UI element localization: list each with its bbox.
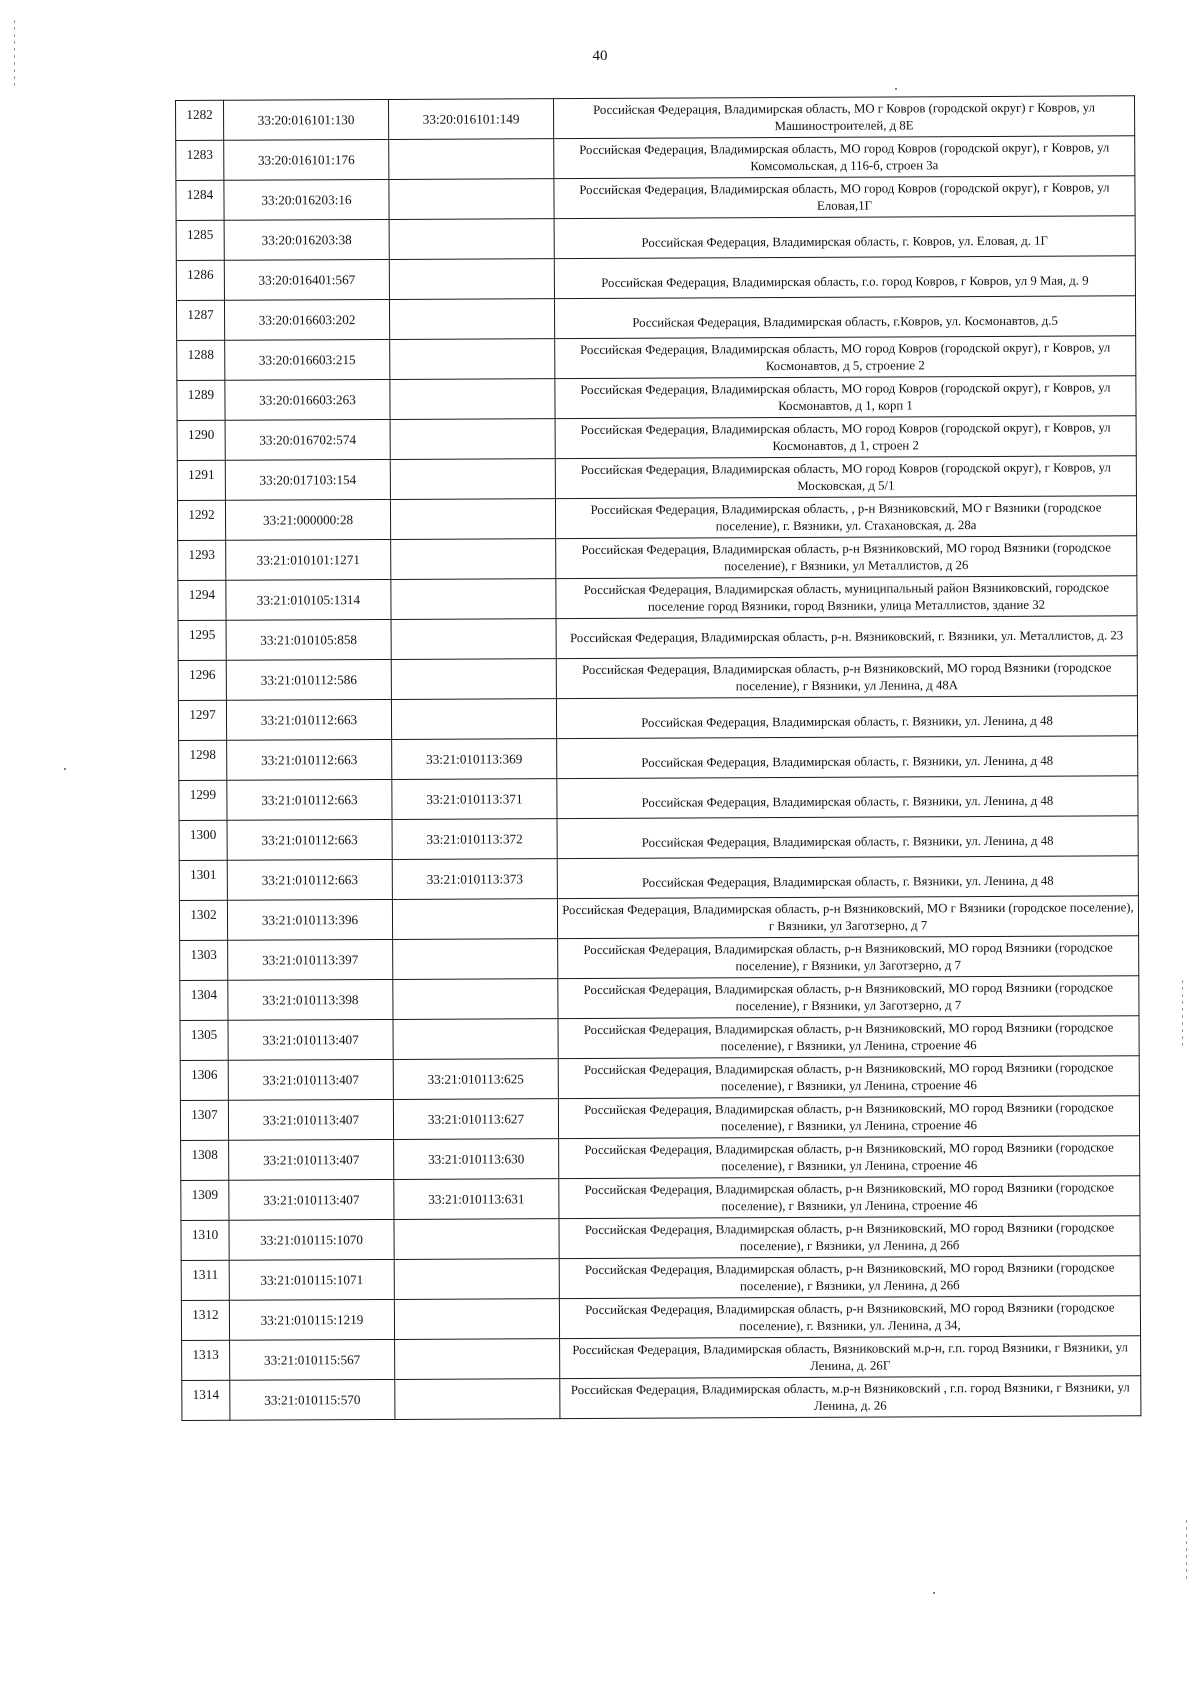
address-cell: Российская Федерация, Владимирская область, МО город Ковров (городской округ), г Ковров, ул Космонавтов, д 1, строен 2 <box>555 416 1136 459</box>
linked-cadastral-number-cell: 33:21:010113:373 <box>392 859 557 900</box>
table-row <box>178 576 1137 621</box>
cadastral-number-cell: 33:20:016603:263 <box>225 379 390 420</box>
address-cell: Российская Федерация, Владимирская область, МО город Ковров (городской округ), г Ковров, ул Московская, д 5/1 <box>555 456 1136 499</box>
address-cell: Российская Федерация, Владимирская область, МО город Ковров (городской округ), г Ковров, ул Еловая,1Г <box>554 176 1135 219</box>
table-row <box>179 896 1138 941</box>
linked-cadastral-number-cell <box>389 219 554 260</box>
row-number-cell: 1287 <box>176 300 224 340</box>
cadastral-number-cell: 33:21:010113:398 <box>228 979 393 1020</box>
linked-cadastral-number-cell <box>392 899 557 940</box>
address-cell: Российская Федерация, Владимирская область, р-н Вязниковский, МО город Вязники (городское поселение), г Вязники, ул Ленина, д 26б <box>559 1216 1140 1259</box>
row-number-cell: 1295 <box>178 620 226 660</box>
linked-cadastral-number-cell <box>391 579 556 620</box>
table-row <box>181 1296 1140 1341</box>
address-cell: Российская Федерация, Владимирская область, г. Вязники, ул. Ленина, д 48 <box>557 776 1138 819</box>
table-row <box>176 136 1135 181</box>
cadastral-number-cell: 33:21:010112:663 <box>227 739 392 780</box>
cadastral-number-cell: 33:21:010113:397 <box>228 939 393 980</box>
address-cell: Российская Федерация, Владимирская область, р-н Вязниковский, МО город Вязники (городское поселение), г Вязники, ул Ленина, строение 46 <box>559 1136 1140 1179</box>
table-row <box>176 176 1135 221</box>
row-number-cell: 1286 <box>176 260 224 300</box>
registry-table-body <box>176 96 1141 1421</box>
cadastral-number-cell: 33:21:010112:663 <box>227 859 392 900</box>
table-row <box>180 936 1139 981</box>
table-row <box>182 1336 1141 1381</box>
linked-cadastral-number-cell <box>390 379 555 420</box>
table-row <box>179 816 1138 861</box>
table-row <box>180 976 1139 1021</box>
table-row <box>179 736 1138 781</box>
row-number-cell: 1298 <box>179 740 227 780</box>
cadastral-number-cell: 33:21:010113:407 <box>229 1179 394 1220</box>
cadastral-number-cell: 33:21:010115:567 <box>230 1339 395 1380</box>
address-cell: Российская Федерация, Владимирская область, р-н. Вязниковский, г. Вязники, ул. Металлистов, д. 23 <box>556 616 1137 659</box>
table-row <box>176 96 1135 141</box>
cadastral-number-cell: 33:21:010101:1271 <box>226 539 391 580</box>
table-row <box>182 1376 1141 1421</box>
table-row <box>180 1056 1139 1101</box>
address-cell: Российская Федерация, Владимирская область, р-н Вязниковский, МО город Вязники (городское поселение), г Вязники, ул Заготзерно, д 7 <box>558 936 1139 979</box>
linked-cadastral-number-cell: 33:21:010113:371 <box>392 779 557 820</box>
cadastral-number-cell: 33:20:016603:202 <box>224 299 389 340</box>
cadastral-number-cell: 33:21:010115:1071 <box>229 1259 394 1300</box>
table-row <box>178 656 1137 701</box>
linked-cadastral-number-cell: 33:21:010113:627 <box>393 1099 558 1140</box>
table-row <box>177 456 1136 501</box>
row-number-cell: 1309 <box>181 1180 229 1220</box>
table-row <box>181 1256 1140 1301</box>
linked-cadastral-number-cell <box>389 259 554 300</box>
cadastral-number-cell: 33:21:010112:586 <box>226 659 391 700</box>
scan-edge-mark <box>1182 980 1183 1050</box>
linked-cadastral-number-cell <box>394 1259 559 1300</box>
row-number-cell: 1289 <box>177 380 225 420</box>
address-cell: Российская Федерация, Владимирская область, м.р-н Вязниковский , г.п. город Вязники, г Вязники, ул Ленина, д. 26 <box>560 1376 1141 1419</box>
table-row <box>176 216 1135 261</box>
cadastral-number-cell: 33:20:016603:215 <box>225 339 390 380</box>
scan-speck <box>64 768 66 770</box>
table-row <box>177 496 1136 541</box>
cadastral-number-cell: 33:21:010113:407 <box>228 1019 393 1060</box>
linked-cadastral-number-cell: 33:20:016101:149 <box>388 99 553 140</box>
cadastral-number-cell: 33:21:010115:1070 <box>229 1219 394 1260</box>
linked-cadastral-number-cell: 33:21:010113:369 <box>392 739 557 780</box>
cadastral-number-cell: 33:21:010105:858 <box>226 619 391 660</box>
table-row <box>180 1096 1139 1141</box>
row-number-cell: 1282 <box>176 100 224 140</box>
row-number-cell: 1314 <box>182 1380 230 1420</box>
row-number-cell: 1293 <box>178 540 226 580</box>
linked-cadastral-number-cell <box>395 1339 560 1380</box>
linked-cadastral-number-cell <box>391 619 556 660</box>
row-number-cell: 1305 <box>180 1020 228 1060</box>
row-number-cell: 1312 <box>181 1300 229 1340</box>
row-number-cell: 1285 <box>176 220 224 260</box>
table-row <box>178 616 1137 661</box>
cadastral-number-cell: 33:21:010105:1314 <box>226 579 391 620</box>
linked-cadastral-number-cell <box>390 499 555 540</box>
linked-cadastral-number-cell <box>394 1299 559 1340</box>
scan-edge-mark <box>1186 1520 1187 1580</box>
table-row <box>181 1216 1140 1261</box>
linked-cadastral-number-cell <box>389 179 554 220</box>
row-number-cell: 1303 <box>180 940 228 980</box>
row-number-cell: 1284 <box>176 180 224 220</box>
row-number-cell: 1307 <box>180 1100 228 1140</box>
address-cell: Российская Федерация, Владимирская область, р-н Вязниковский, МО город Вязники (городское поселение), г Вязники, ул Ленина, д 26б <box>559 1256 1140 1299</box>
address-cell: Российская Федерация, Владимирская область, р-н Вязниковский, МО город Вязники (городское поселение), г Вязники, ул Ленина, д 48А <box>556 656 1137 699</box>
address-cell: Российская Федерация, Владимирская область, МО г Ковров (городской округ) г Ковров, ул Машиностроителей, д 8Е <box>553 96 1134 139</box>
row-number-cell: 1313 <box>182 1340 230 1380</box>
cadastral-number-cell: 33:20:016702:574 <box>225 419 390 460</box>
table-row <box>180 1016 1139 1061</box>
address-cell: Российская Федерация, Владимирская область, г. Ковров, ул. Еловая, д. 1Г <box>554 216 1135 259</box>
address-cell: Российская Федерация, Владимирская область, , р-н Вязниковский, МО г Вязники (городское поселение), г. Вязники, ул. Стахановская, д. 28а <box>555 496 1136 539</box>
row-number-cell: 1297 <box>178 700 226 740</box>
address-cell: Российская Федерация, Владимирская область, р-н Вязниковский, МО город Вязники (городское поселение), г Вязники, ул Ленина, строение 46 <box>558 1096 1139 1139</box>
row-number-cell: 1302 <box>179 900 227 940</box>
cadastral-number-cell: 33:21:010113:407 <box>228 1059 393 1100</box>
table-row <box>177 376 1136 421</box>
linked-cadastral-number-cell: 33:21:010113:625 <box>393 1059 558 1100</box>
address-cell: Российская Федерация, Владимирская область, МО город Ковров (городской округ), г Ковров, ул Космонавтов, д 5, строение 2 <box>555 336 1136 379</box>
table-row <box>181 1136 1140 1181</box>
table-row <box>177 416 1136 461</box>
row-number-cell: 1308 <box>181 1140 229 1180</box>
table-row <box>176 256 1135 301</box>
address-cell: Российская Федерация, Владимирская область, р-н Вязниковский, МО г Вязники (городское поселение), г Вязники, ул Заготзерно, д 7 <box>557 896 1138 939</box>
registry-table-wrapper <box>175 95 1141 1421</box>
address-cell: Российская Федерация, Владимирская область, г. Вязники, ул. Ленина, д 48 <box>557 736 1138 779</box>
row-number-cell: 1283 <box>176 140 224 180</box>
cadastral-number-cell: 33:21:010113:396 <box>227 899 392 940</box>
address-cell: Российская Федерация, Владимирская область, р-н Вязниковский, МО город Вязники (городское поселение), г Вязники, ул Металлистов, д 26 <box>556 536 1137 579</box>
scan-speck <box>895 88 897 90</box>
row-number-cell: 1304 <box>180 980 228 1020</box>
table-row <box>181 1176 1140 1221</box>
linked-cadastral-number-cell <box>389 299 554 340</box>
linked-cadastral-number-cell <box>393 939 558 980</box>
linked-cadastral-number-cell <box>390 419 555 460</box>
address-cell: Российская Федерация, Владимирская область, муниципальный район Вязниковский, городское поселение город Вязники, город Вязники, улица Металлистов, здание 32 <box>556 576 1137 619</box>
address-cell: Российская Федерация, Владимирская область, р-н Вязниковский, МО город Вязники (городское поселение), г Вязники, ул Заготзерно, д 7 <box>558 976 1139 1019</box>
address-cell: Российская Федерация, Владимирская область, МО город Ковров (городской округ), г Ковров, ул Комсомольская, д 116-б, строен 3а <box>554 136 1135 179</box>
cadastral-number-cell: 33:20:016203:16 <box>224 179 389 220</box>
table-row <box>179 776 1138 821</box>
linked-cadastral-number-cell <box>391 699 556 740</box>
cadastral-number-cell: 33:20:016401:567 <box>224 259 389 300</box>
table-row <box>178 696 1137 741</box>
linked-cadastral-number-cell <box>390 339 555 380</box>
address-cell: Российская Федерация, Владимирская область, г.о. город Ковров, г Ковров, ул 9 Мая, д. 9 <box>554 256 1135 299</box>
address-cell: Российская Федерация, Владимирская область, р-н Вязниковский, МО город Вязники (городское поселение), г. Вязники, ул. Ленина, д 34, <box>559 1296 1140 1339</box>
table-row <box>179 856 1138 901</box>
row-number-cell: 1296 <box>178 660 226 700</box>
linked-cadastral-number-cell: 33:21:010113:372 <box>392 819 557 860</box>
cadastral-number-cell: 33:20:016203:38 <box>224 219 389 260</box>
row-number-cell: 1311 <box>181 1260 229 1300</box>
row-number-cell: 1292 <box>177 500 225 540</box>
table-row <box>176 296 1135 341</box>
linked-cadastral-number-cell <box>389 139 554 180</box>
address-cell: Российская Федерация, Владимирская область, МО город Ковров (городской округ), г Ковров, ул Космонавтов, д 1, корп 1 <box>555 376 1136 419</box>
cadastral-number-cell: 33:21:010112:663 <box>226 699 391 740</box>
row-number-cell: 1290 <box>177 420 225 460</box>
address-cell: Российская Федерация, Владимирская область, р-н Вязниковский, МО город Вязники (городское поселение), г Вязники, ул Ленина, строение 46 <box>558 1016 1139 1059</box>
cadastral-number-cell: 33:21:010113:407 <box>229 1139 394 1180</box>
cadastral-number-cell: 33:20:016101:176 <box>224 139 389 180</box>
linked-cadastral-number-cell <box>393 979 558 1020</box>
address-cell: Российская Федерация, Владимирская область, г. Вязники, ул. Ленина, д 48 <box>557 816 1138 859</box>
address-cell: Российская Федерация, Владимирская область, Вязниковский м.р-н, г.п. город Вязники, г Вязники, ул Ленина, д. 26Г <box>560 1336 1141 1379</box>
cadastral-number-cell: 33:21:010112:663 <box>227 779 392 820</box>
cadastral-number-cell: 33:21:010113:407 <box>228 1099 393 1140</box>
linked-cadastral-number-cell <box>391 659 556 700</box>
linked-cadastral-number-cell: 33:21:010113:630 <box>394 1139 559 1180</box>
cadastral-number-cell: 33:21:010115:570 <box>230 1379 395 1420</box>
row-number-cell: 1299 <box>179 780 227 820</box>
cadastral-number-cell: 33:20:016101:130 <box>224 99 389 140</box>
address-cell: Российская Федерация, Владимирская область, р-н Вязниковский, МО город Вязники (городское поселение), г Вязники, ул Ленина, строение 46 <box>559 1176 1140 1219</box>
row-number-cell: 1288 <box>177 340 225 380</box>
scan-speck <box>933 1592 935 1594</box>
cadastral-number-cell: 33:21:010112:663 <box>227 819 392 860</box>
linked-cadastral-number-cell <box>391 539 556 580</box>
linked-cadastral-number-cell <box>390 459 555 500</box>
row-number-cell: 1301 <box>179 860 227 900</box>
registry-table <box>175 95 1141 1421</box>
row-number-cell: 1310 <box>181 1220 229 1260</box>
row-number-cell: 1300 <box>179 820 227 860</box>
linked-cadastral-number-cell <box>394 1219 559 1260</box>
linked-cadastral-number-cell <box>393 1019 558 1060</box>
scan-edge-mark <box>14 20 15 90</box>
address-cell: Российская Федерация, Владимирская область, г. Вязники, ул. Ленина, д 48 <box>557 856 1138 899</box>
linked-cadastral-number-cell: 33:21:010113:631 <box>394 1179 559 1220</box>
row-number-cell: 1306 <box>180 1060 228 1100</box>
address-cell: Российская Федерация, Владимирская область, р-н Вязниковский, МО город Вязники (городское поселение), г Вязники, ул Ленина, строение 46 <box>558 1056 1139 1099</box>
table-row <box>178 536 1137 581</box>
address-cell: Российская Федерация, Владимирская область, г.Ковров, ул. Космонавтов, д.5 <box>554 296 1135 339</box>
table-row <box>177 336 1136 381</box>
row-number-cell: 1291 <box>177 460 225 500</box>
cadastral-number-cell: 33:20:017103:154 <box>225 459 390 500</box>
cadastral-number-cell: 33:21:000000:28 <box>225 499 390 540</box>
page-number: 40 <box>592 48 608 64</box>
cadastral-number-cell: 33:21:010115:1219 <box>229 1299 394 1340</box>
address-cell: Российская Федерация, Владимирская область, г. Вязники, ул. Ленина, д 48 <box>556 696 1137 739</box>
row-number-cell: 1294 <box>178 580 226 620</box>
linked-cadastral-number-cell <box>395 1379 560 1420</box>
